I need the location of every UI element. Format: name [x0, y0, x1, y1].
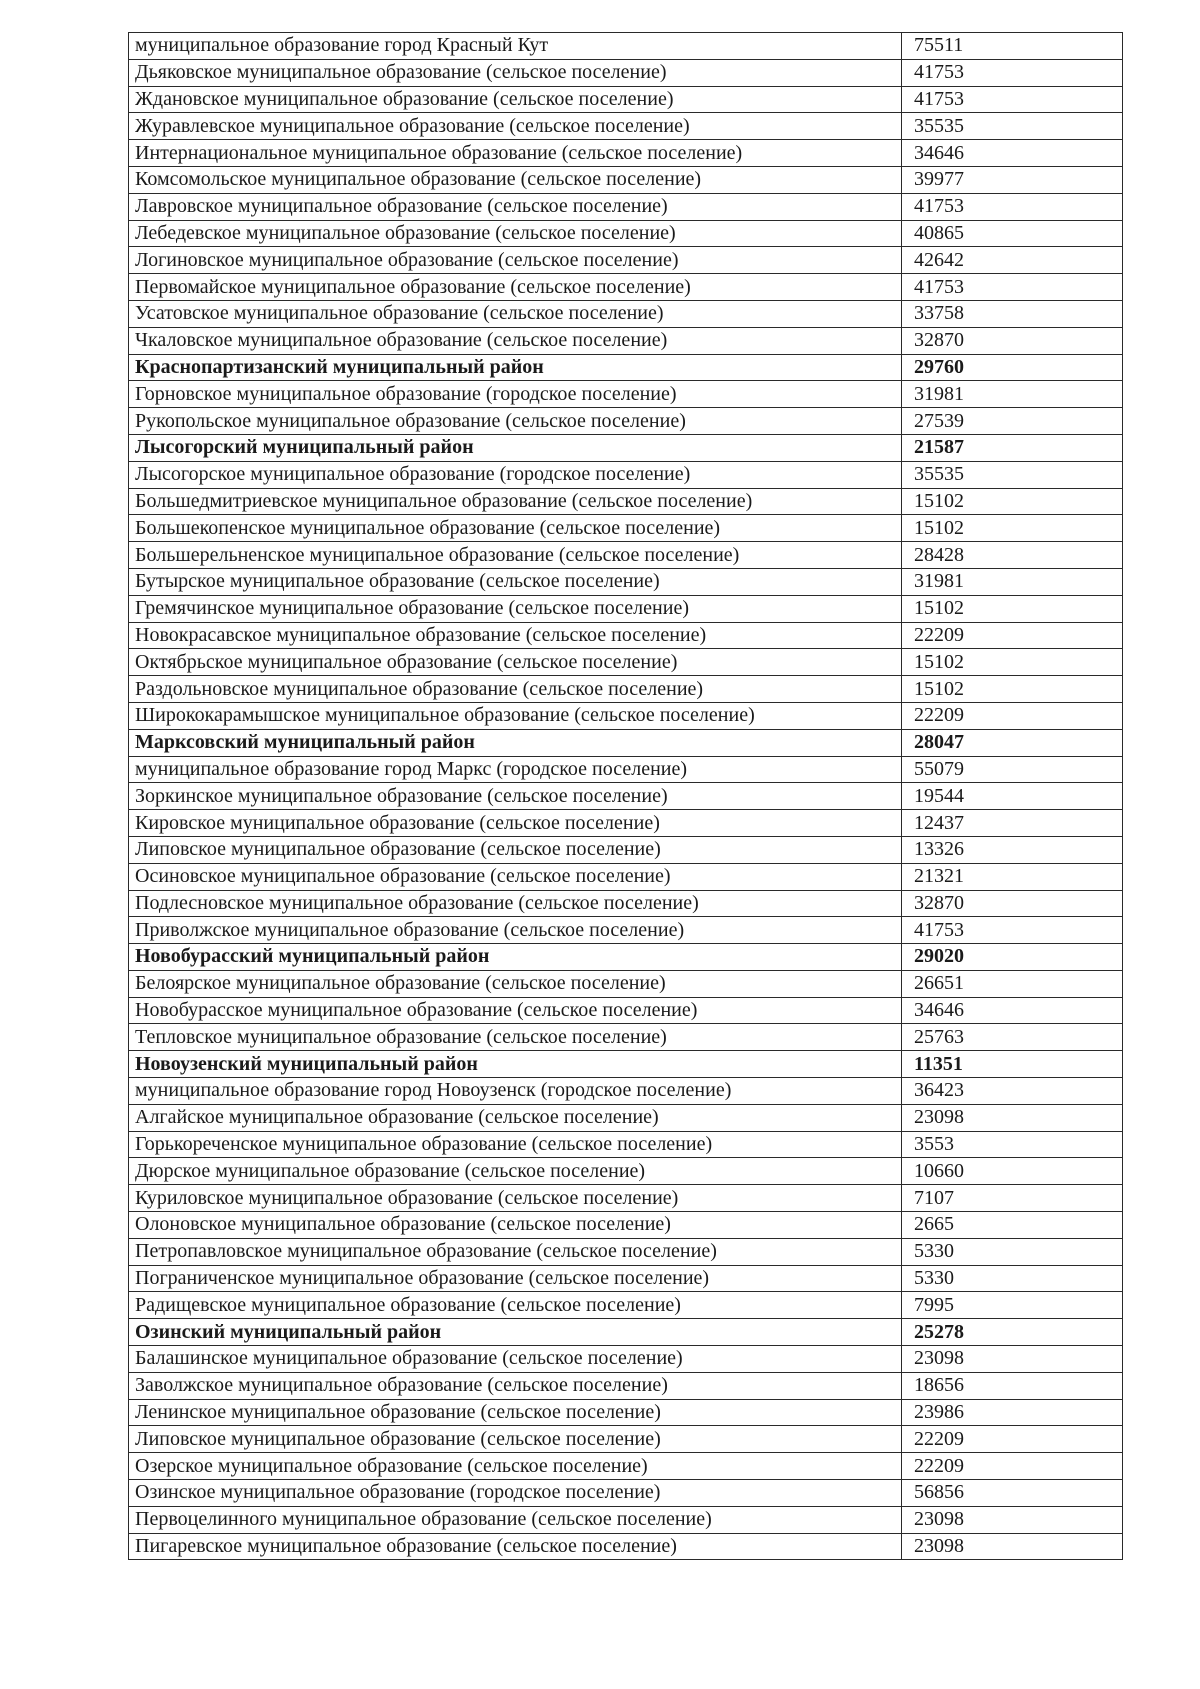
table-row: [129, 1131, 1123, 1158]
value-cell: 15102: [902, 488, 1123, 515]
value-cell: 23098: [902, 1506, 1123, 1533]
value-cell: 35535: [902, 461, 1123, 488]
value-cell: 5330: [902, 1238, 1123, 1265]
district-row: [129, 729, 1123, 756]
municipality-name-cell: Озинское муниципальное образование (городское поселение): [129, 1480, 902, 1507]
table-row: [129, 1453, 1123, 1480]
table-row: [129, 649, 1123, 676]
municipality-name-cell: Петропавловское муниципальное образование (сельское поселение): [129, 1238, 902, 1265]
value-cell: 56856: [902, 1480, 1123, 1507]
value-cell: 15102: [902, 515, 1123, 542]
municipality-name-cell: Лысогорское муниципальное образование (городское поселение): [129, 461, 902, 488]
table-row: [129, 997, 1123, 1024]
district-name-cell: Новоузенский муниципальный район: [129, 1051, 902, 1078]
district-row: [129, 1319, 1123, 1346]
value-cell: 18656: [902, 1372, 1123, 1399]
value-cell: 22209: [902, 622, 1123, 649]
municipality-name-cell: Комсомольское муниципальное образование (сельское поселение): [129, 166, 902, 193]
table-row: [129, 247, 1123, 274]
table-row: [129, 1372, 1123, 1399]
municipality-name-cell: Олоновское муниципальное образование (сельское поселение): [129, 1212, 902, 1239]
table-row: [129, 274, 1123, 301]
table-row: [129, 863, 1123, 890]
value-cell: 21321: [902, 863, 1123, 890]
value-cell: 32870: [902, 890, 1123, 917]
municipality-name-cell: Пограниченское муниципальное образование (сельское поселение): [129, 1265, 902, 1292]
table-row: [129, 756, 1123, 783]
table-row: [129, 1212, 1123, 1239]
value-cell: 13326: [902, 836, 1123, 863]
value-cell: 5330: [902, 1265, 1123, 1292]
table-row: [129, 836, 1123, 863]
municipality-name-cell: Белоярское муниципальное образование (сельское поселение): [129, 970, 902, 997]
municipality-name-cell: Куриловское муниципальное образование (сельское поселение): [129, 1185, 902, 1212]
table-row: [129, 113, 1123, 140]
municipality-name-cell: Радищевское муниципальное образование (сельское поселение): [129, 1292, 902, 1319]
value-cell: 22209: [902, 702, 1123, 729]
value-cell: 42642: [902, 247, 1123, 274]
value-cell: 27539: [902, 408, 1123, 435]
table-row: [129, 1185, 1123, 1212]
municipality-name-cell: Пигаревское муниципальное образование (сельское поселение): [129, 1533, 902, 1560]
value-cell: 2665: [902, 1212, 1123, 1239]
table-row: [129, 568, 1123, 595]
municipality-name-cell: Новокрасавское муниципальное образование (сельское поселение): [129, 622, 902, 649]
municipality-name-cell: Озерское муниципальное образование (сельское поселение): [129, 1453, 902, 1480]
table-row: [129, 702, 1123, 729]
municipality-name-cell: Лебедевское муниципальное образование (сельское поселение): [129, 220, 902, 247]
value-cell: 34646: [902, 997, 1123, 1024]
table-row: [129, 381, 1123, 408]
value-cell: 23098: [902, 1533, 1123, 1560]
value-cell: 41753: [902, 193, 1123, 220]
table-row: [129, 1399, 1123, 1426]
value-cell: 34646: [902, 140, 1123, 167]
value-cell: 41753: [902, 917, 1123, 944]
municipality-name-cell: Рукопольское муниципальное образование (сельское поселение): [129, 408, 902, 435]
value-cell: 10660: [902, 1158, 1123, 1185]
municipality-name-cell: Гремячинское муниципальное образование (сельское поселение): [129, 595, 902, 622]
municipality-name-cell: Дюрское муниципальное образование (сельское поселение): [129, 1158, 902, 1185]
value-cell: 75511: [902, 33, 1123, 60]
municipality-name-cell: Чкаловское муниципальное образование (сельское поселение): [129, 327, 902, 354]
municipality-name-cell: Кировское муниципальное образование (сельское поселение): [129, 810, 902, 837]
table-row: [129, 595, 1123, 622]
value-cell: 15102: [902, 649, 1123, 676]
municipality-name-cell: Усатовское муниципальное образование (сельское поселение): [129, 300, 902, 327]
value-cell: 35535: [902, 113, 1123, 140]
municipality-name-cell: Первомайское муниципальное образование (сельское поселение): [129, 274, 902, 301]
district-name-cell: Новобурасский муниципальный район: [129, 944, 902, 971]
table-row: [129, 783, 1123, 810]
municipality-name-cell: Новобурасское муниципальное образование (сельское поселение): [129, 997, 902, 1024]
table-row: [129, 488, 1123, 515]
value-cell: 31981: [902, 381, 1123, 408]
table-row: [129, 1346, 1123, 1373]
value-cell: 31981: [902, 568, 1123, 595]
table-row: [129, 327, 1123, 354]
table-row: [129, 59, 1123, 86]
municipality-name-cell: Бутырское муниципальное образование (сельское поселение): [129, 568, 902, 595]
district-row: [129, 434, 1123, 461]
municipality-name-cell: Подлесновское муниципальное образование (сельское поселение): [129, 890, 902, 917]
municipality-name-cell: Балашинское муниципальное образование (сельское поселение): [129, 1346, 902, 1373]
municipality-name-cell: Горькореченское муниципальное образование (сельское поселение): [129, 1131, 902, 1158]
value-cell: 28428: [902, 542, 1123, 569]
municipality-name-cell: Алгайское муниципальное образование (сельское поселение): [129, 1104, 902, 1131]
municipality-name-cell: Горновское муниципальное образование (городское поселение): [129, 381, 902, 408]
allocation-table: [128, 32, 1123, 1560]
value-cell: 41753: [902, 274, 1123, 301]
table-row: [129, 1024, 1123, 1051]
municipality-name-cell: Лавровское муниципальное образование (сельское поселение): [129, 193, 902, 220]
municipality-name-cell: муниципальное образование город Новоузенск (городское поселение): [129, 1078, 902, 1105]
municipality-name-cell: Большекопенское муниципальное образование (сельское поселение): [129, 515, 902, 542]
district-row: [129, 1051, 1123, 1078]
municipality-name-cell: Приволжское муниципальное образование (сельское поселение): [129, 917, 902, 944]
value-cell: 15102: [902, 676, 1123, 703]
district-value-cell: 29020: [902, 944, 1123, 971]
table-row: [129, 220, 1123, 247]
municipality-name-cell: Большедмитриевское муниципальное образование (сельское поселение): [129, 488, 902, 515]
district-name-cell: Краснопартизанский муниципальный район: [129, 354, 902, 381]
table-row: [129, 1480, 1123, 1507]
table-row: [129, 1506, 1123, 1533]
municipality-name-cell: Журавлевское муниципальное образование (сельское поселение): [129, 113, 902, 140]
value-cell: 32870: [902, 327, 1123, 354]
municipality-name-cell: муниципальное образование город Красный Кут: [129, 33, 902, 60]
value-cell: 19544: [902, 783, 1123, 810]
value-cell: 41753: [902, 86, 1123, 113]
district-row: [129, 944, 1123, 971]
value-cell: 39977: [902, 166, 1123, 193]
municipality-name-cell: Большерельненское муниципальное образование (сельское поселение): [129, 542, 902, 569]
table-row: [129, 1292, 1123, 1319]
table-row: [129, 515, 1123, 542]
value-cell: 3553: [902, 1131, 1123, 1158]
table-row: [129, 542, 1123, 569]
value-cell: 12437: [902, 810, 1123, 837]
table-row: [129, 1158, 1123, 1185]
table-row: [129, 970, 1123, 997]
value-cell: 23098: [902, 1346, 1123, 1373]
municipality-name-cell: Липовское муниципальное образование (сельское поселение): [129, 836, 902, 863]
value-cell: 33758: [902, 300, 1123, 327]
municipality-name-cell: Липовское муниципальное образование (сельское поселение): [129, 1426, 902, 1453]
municipality-name-cell: Октябрьское муниципальное образование (сельское поселение): [129, 649, 902, 676]
district-value-cell: 25278: [902, 1319, 1123, 1346]
municipality-name-cell: Тепловское муниципальное образование (сельское поселение): [129, 1024, 902, 1051]
value-cell: 7995: [902, 1292, 1123, 1319]
table-row: [129, 408, 1123, 435]
value-cell: 7107: [902, 1185, 1123, 1212]
table-row: [129, 1078, 1123, 1105]
table-row: [129, 676, 1123, 703]
district-value-cell: 21587: [902, 434, 1123, 461]
table-row: [129, 33, 1123, 60]
table-row: [129, 166, 1123, 193]
district-name-cell: Озинский муниципальный район: [129, 1319, 902, 1346]
value-cell: 25763: [902, 1024, 1123, 1051]
table-row: [129, 917, 1123, 944]
municipality-name-cell: Интернациональное муниципальное образование (сельское поселение): [129, 140, 902, 167]
table-row: [129, 810, 1123, 837]
municipality-name-cell: Ленинское муниципальное образование (сельское поселение): [129, 1399, 902, 1426]
municipality-name-cell: муниципальное образование город Маркс (городское поселение): [129, 756, 902, 783]
municipality-name-cell: Дьяковское муниципальное образование (сельское поселение): [129, 59, 902, 86]
district-name-cell: Лысогорский муниципальный район: [129, 434, 902, 461]
municipality-name-cell: Осиновское муниципальное образование (сельское поселение): [129, 863, 902, 890]
table-row: [129, 622, 1123, 649]
district-value-cell: 28047: [902, 729, 1123, 756]
municipality-name-cell: Ширококарамышское муниципальное образование (сельское поселение): [129, 702, 902, 729]
value-cell: 41753: [902, 59, 1123, 86]
table-row: [129, 86, 1123, 113]
table-row: [129, 193, 1123, 220]
municipality-name-cell: Ждановское муниципальное образование (сельское поселение): [129, 86, 902, 113]
value-cell: 36423: [902, 1078, 1123, 1105]
table-row: [129, 461, 1123, 488]
municipality-name-cell: Заволжское муниципальное образование (сельское поселение): [129, 1372, 902, 1399]
municipality-name-cell: Зоркинское муниципальное образование (сельское поселение): [129, 783, 902, 810]
value-cell: 15102: [902, 595, 1123, 622]
table-row: [129, 1238, 1123, 1265]
table-row: [129, 140, 1123, 167]
table-row: [129, 1104, 1123, 1131]
municipality-name-cell: Логиновское муниципальное образование (сельское поселение): [129, 247, 902, 274]
value-cell: 22209: [902, 1453, 1123, 1480]
table-row: [129, 300, 1123, 327]
value-cell: 40865: [902, 220, 1123, 247]
district-name-cell: Марксовский муниципальный район: [129, 729, 902, 756]
table-row: [129, 1265, 1123, 1292]
table-row: [129, 1533, 1123, 1560]
value-cell: 55079: [902, 756, 1123, 783]
district-value-cell: 29760: [902, 354, 1123, 381]
table-body: [129, 33, 1123, 1560]
municipality-name-cell: Раздольновское муниципальное образование (сельское поселение): [129, 676, 902, 703]
district-value-cell: 11351: [902, 1051, 1123, 1078]
table-row: [129, 890, 1123, 917]
value-cell: 26651: [902, 970, 1123, 997]
value-cell: 23098: [902, 1104, 1123, 1131]
district-row: [129, 354, 1123, 381]
municipality-name-cell: Первоцелинного муниципальное образование (сельское поселение): [129, 1506, 902, 1533]
value-cell: 23986: [902, 1399, 1123, 1426]
table-row: [129, 1426, 1123, 1453]
value-cell: 22209: [902, 1426, 1123, 1453]
